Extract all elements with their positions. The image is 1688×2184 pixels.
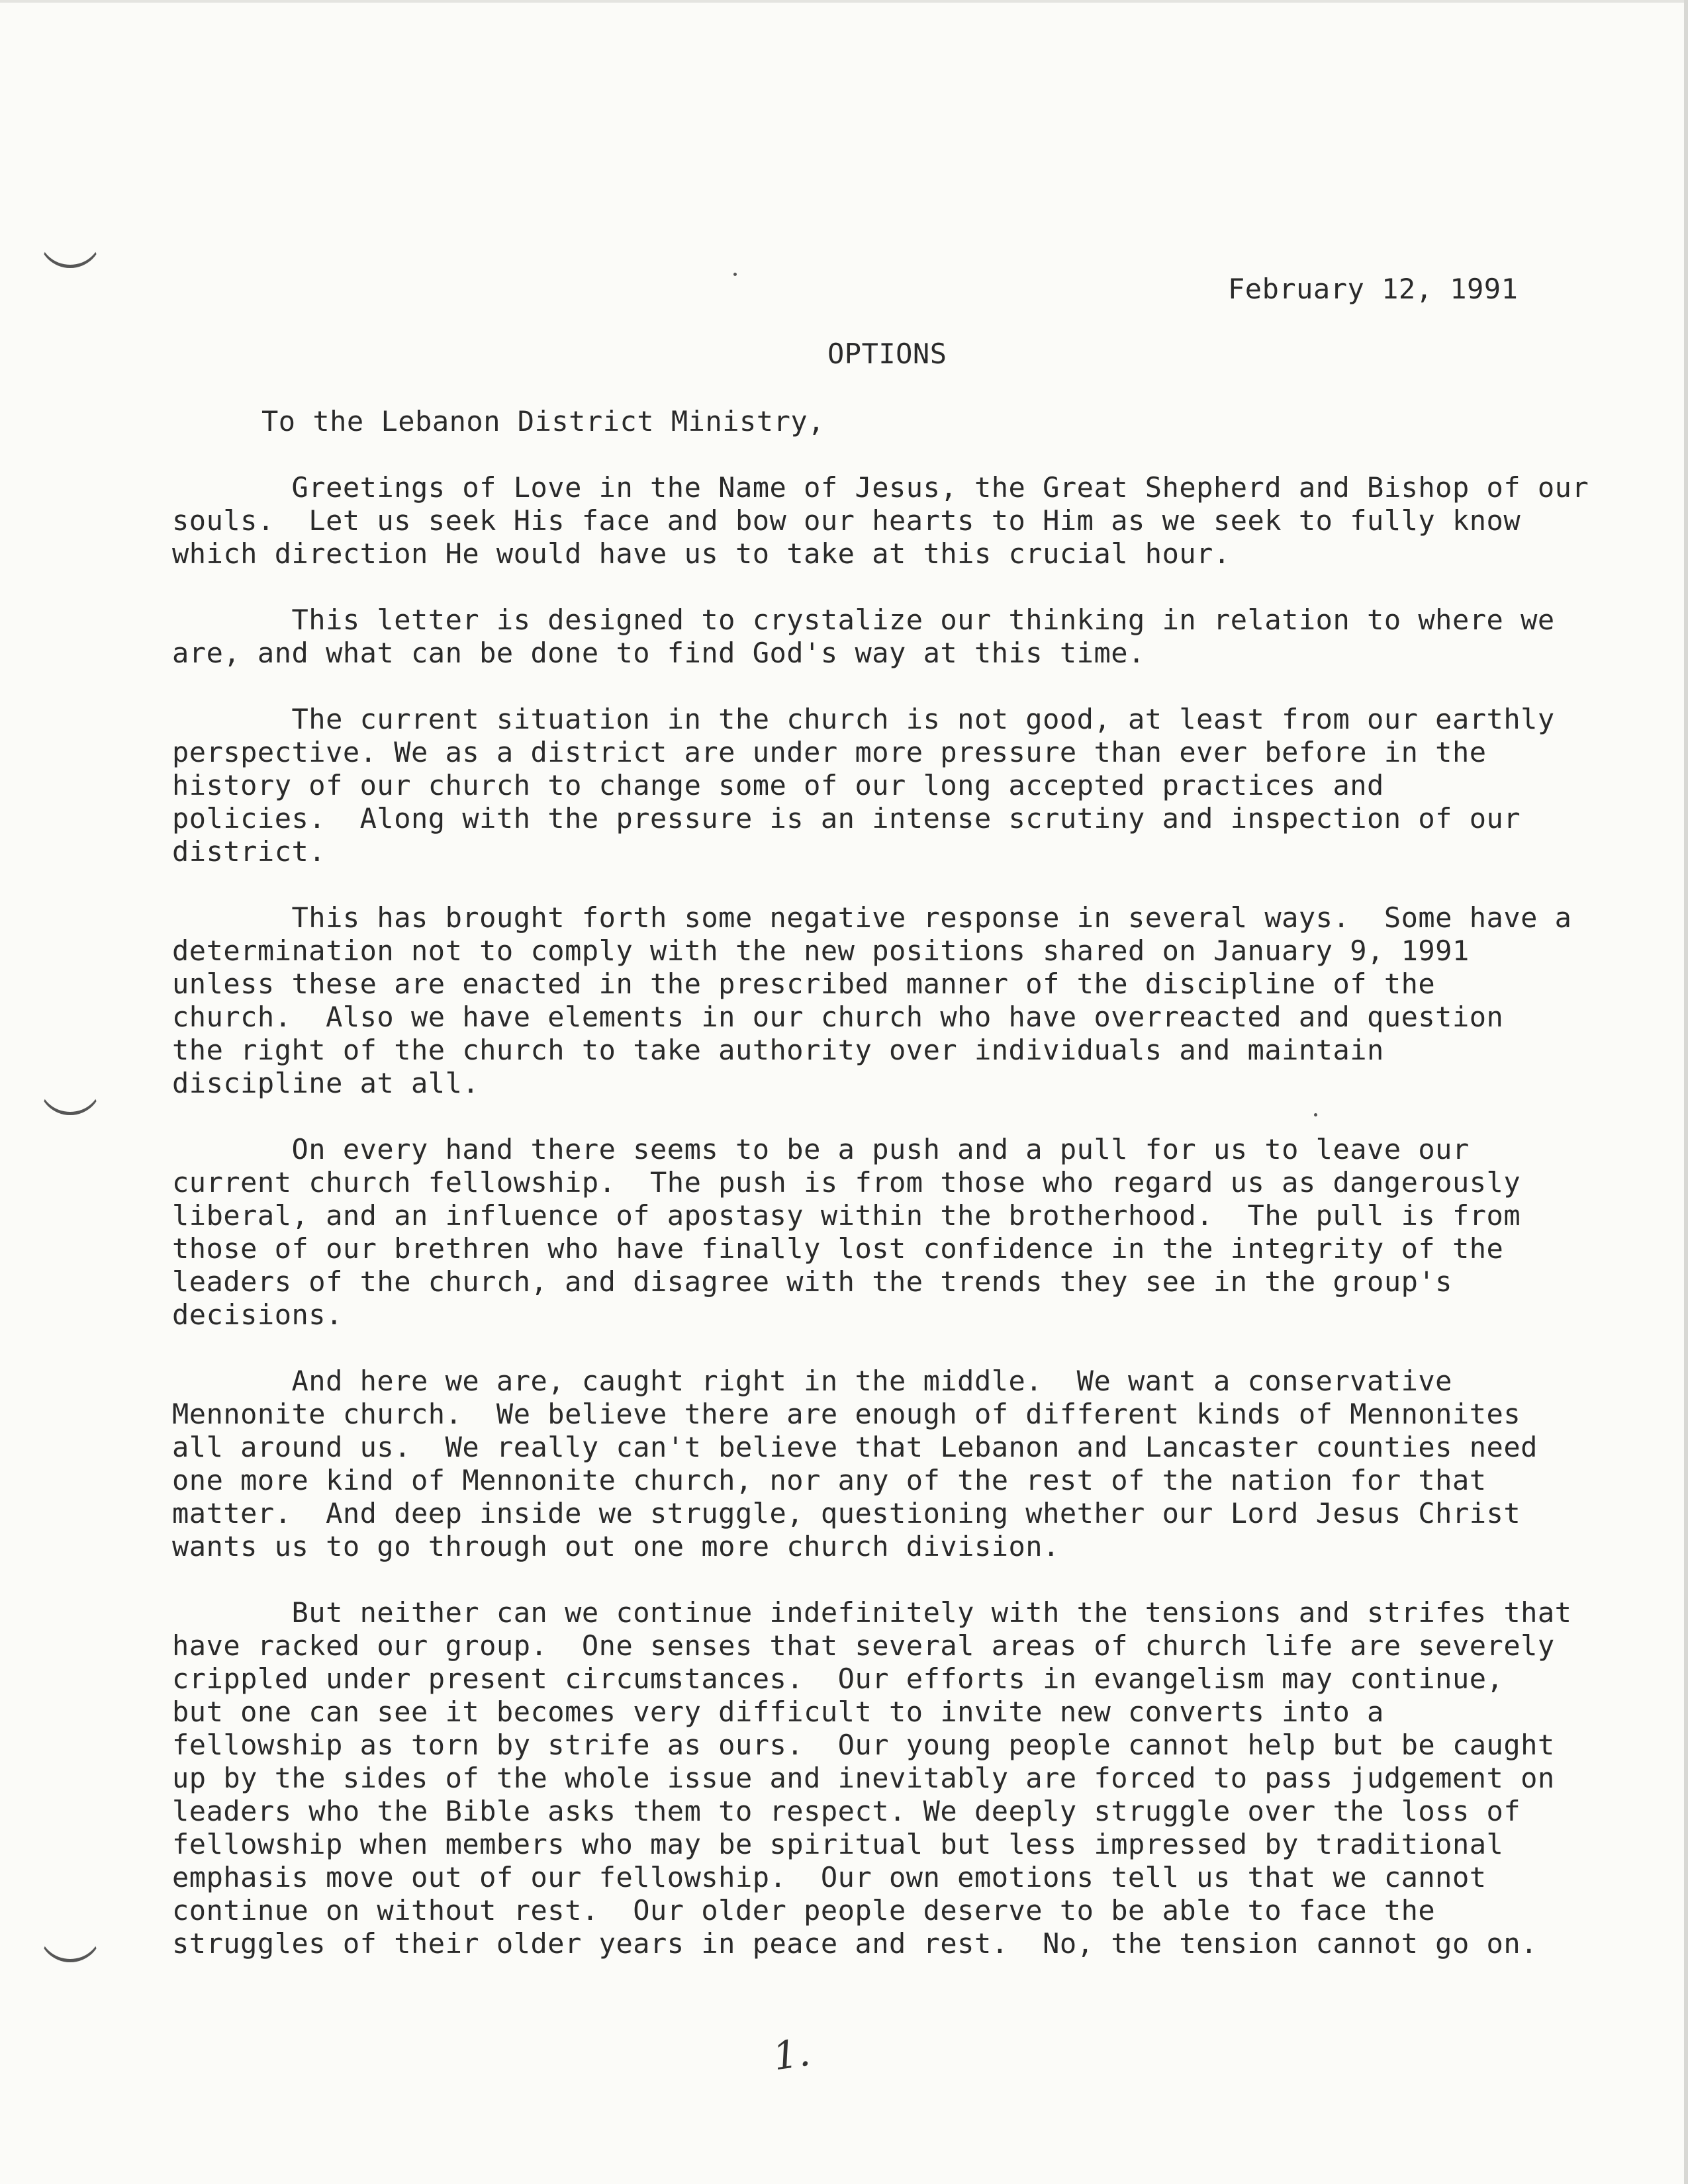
paragraph-line: But neither can we continue indefinitely with the tensions and strifes that bbox=[172, 1596, 1572, 1629]
paragraph-line: history of our church to change some of our long accepted practices and bbox=[172, 769, 1384, 801]
paragraph-purpose bbox=[172, 604, 1555, 670]
page-right-edge bbox=[1684, 0, 1688, 2184]
paragraph-line: have racked our group. One senses that several areas of church life are severely bbox=[172, 1629, 1555, 1662]
paragraph-line: church. Also we have elements in our church who have overreacted and question bbox=[172, 1001, 1504, 1033]
paragraph-line: On every hand there seems to be a push and a pull for us to leave our bbox=[172, 1133, 1470, 1165]
paragraph-line: but one can see it becomes very difficult to invite new converts into a bbox=[172, 1696, 1384, 1728]
paragraph-line: up by the sides of the whole issue and inevitably are forced to pass judgement on bbox=[172, 1762, 1555, 1794]
letter-title: OPTIONS bbox=[827, 338, 947, 370]
binder-hole-mark-middle bbox=[38, 1072, 102, 1115]
binder-hole-mark-bottom bbox=[38, 1919, 102, 1962]
paragraph-tensions bbox=[172, 1596, 1571, 1960]
letter-date: February 12, 1991 bbox=[1228, 273, 1519, 305]
paragraph-line: crippled under present circumstances. Our efforts in evangelism may continue, bbox=[172, 1662, 1504, 1695]
paragraph-line: wants us to go through out one more church division. bbox=[172, 1530, 1060, 1563]
paragraph-line: And here we are, caught right in the middle. We want a conservative bbox=[172, 1365, 1452, 1397]
paragraph-negative-response bbox=[172, 901, 1571, 1100]
paragraph-line: one more kind of Mennonite church, nor any of the rest of the nation for that bbox=[172, 1464, 1487, 1496]
paragraph-caught-in-middle bbox=[172, 1365, 1538, 1563]
paragraph-line: perspective. We as a district are under more pressure than ever before in the bbox=[172, 736, 1487, 768]
paragraph-line: The current situation in the church is not good, at least from our earthly bbox=[172, 703, 1555, 735]
paragraph-line: are, and what can be done to find God's way at this time. bbox=[172, 637, 1145, 669]
paragraph-line: fellowship when members who may be spiritual but less impressed by traditional bbox=[172, 1828, 1504, 1860]
paragraph-line: This letter is designed to crystalize our thinking in relation to where we bbox=[172, 604, 1555, 636]
paragraph-line: souls. Let us seek His face and bow our hearts to Him as we seek to fully know bbox=[172, 504, 1521, 537]
paragraph-line: continue on without rest. Our older people deserve to be able to face the bbox=[172, 1894, 1436, 1927]
paragraph-line: struggles of their older years in peace and rest. No, the tension cannot go on. bbox=[172, 1927, 1538, 1960]
paragraph-line: liberal, and an influence of apostasy within the brotherhood. The pull is from bbox=[172, 1199, 1521, 1232]
paragraph-line: matter. And deep inside we struggle, questioning whether our Lord Jesus Christ bbox=[172, 1497, 1521, 1529]
paragraph-line: leaders of the church, and disagree with the trends they see in the group's bbox=[172, 1265, 1452, 1298]
paragraph-line: district. bbox=[172, 835, 326, 868]
letter-salutation: To the Lebanon District Ministry, bbox=[261, 405, 825, 437]
paragraph-line: those of our brethren who have finally lost confidence in the integrity of the bbox=[172, 1232, 1504, 1265]
scan-speck bbox=[733, 273, 737, 276]
paragraph-line: decisions. bbox=[172, 1298, 343, 1331]
paragraph-line: This has brought forth some negative response in several ways. Some have a bbox=[172, 901, 1572, 934]
paragraph-line: current church fellowship. The push is from those who regard us as dangerously bbox=[172, 1166, 1521, 1199]
handwritten-page-number: 1. bbox=[770, 2029, 813, 2079]
paragraph-line: all around us. We really can't believe that Lebanon and Lancaster counties need bbox=[172, 1431, 1538, 1463]
paragraph-line: determination not to comply with the new positions shared on January 9, 1991 bbox=[172, 934, 1470, 967]
paragraph-line: discipline at all. bbox=[172, 1067, 480, 1099]
paragraph-line: leaders who the Bible asks them to respect. We deeply struggle over the loss of bbox=[172, 1795, 1521, 1827]
paragraph-greetings bbox=[172, 471, 1589, 570]
paragraph-push-and-pull bbox=[172, 1133, 1521, 1332]
paragraph-line: fellowship as torn by strife as ours. Our young people cannot help but be caught bbox=[172, 1729, 1555, 1761]
paragraph-line: which direction He would have us to take at this crucial hour. bbox=[172, 537, 1231, 570]
paragraph-line: unless these are enacted in the prescribed manner of the discipline of the bbox=[172, 968, 1436, 1000]
binder-hole-mark-top bbox=[38, 225, 102, 268]
paragraph-line: Greetings of Love in the Name of Jesus, the Great Shepherd and Bishop of our bbox=[172, 471, 1589, 504]
paragraph-line: the right of the church to take authority over individuals and maintain bbox=[172, 1034, 1384, 1066]
paragraph-line: emphasis move out of our fellowship. Our own emotions tell us that we cannot bbox=[172, 1861, 1487, 1893]
paragraph-current-situation bbox=[172, 703, 1555, 868]
paragraph-line: Mennonite church. We believe there are enough of different kinds of Mennonites bbox=[172, 1398, 1521, 1430]
paragraph-line: policies. Along with the pressure is an intense scrutiny and inspection of our bbox=[172, 802, 1521, 835]
scan-speck bbox=[1314, 1113, 1317, 1116]
page-top-edge bbox=[0, 0, 1688, 3]
